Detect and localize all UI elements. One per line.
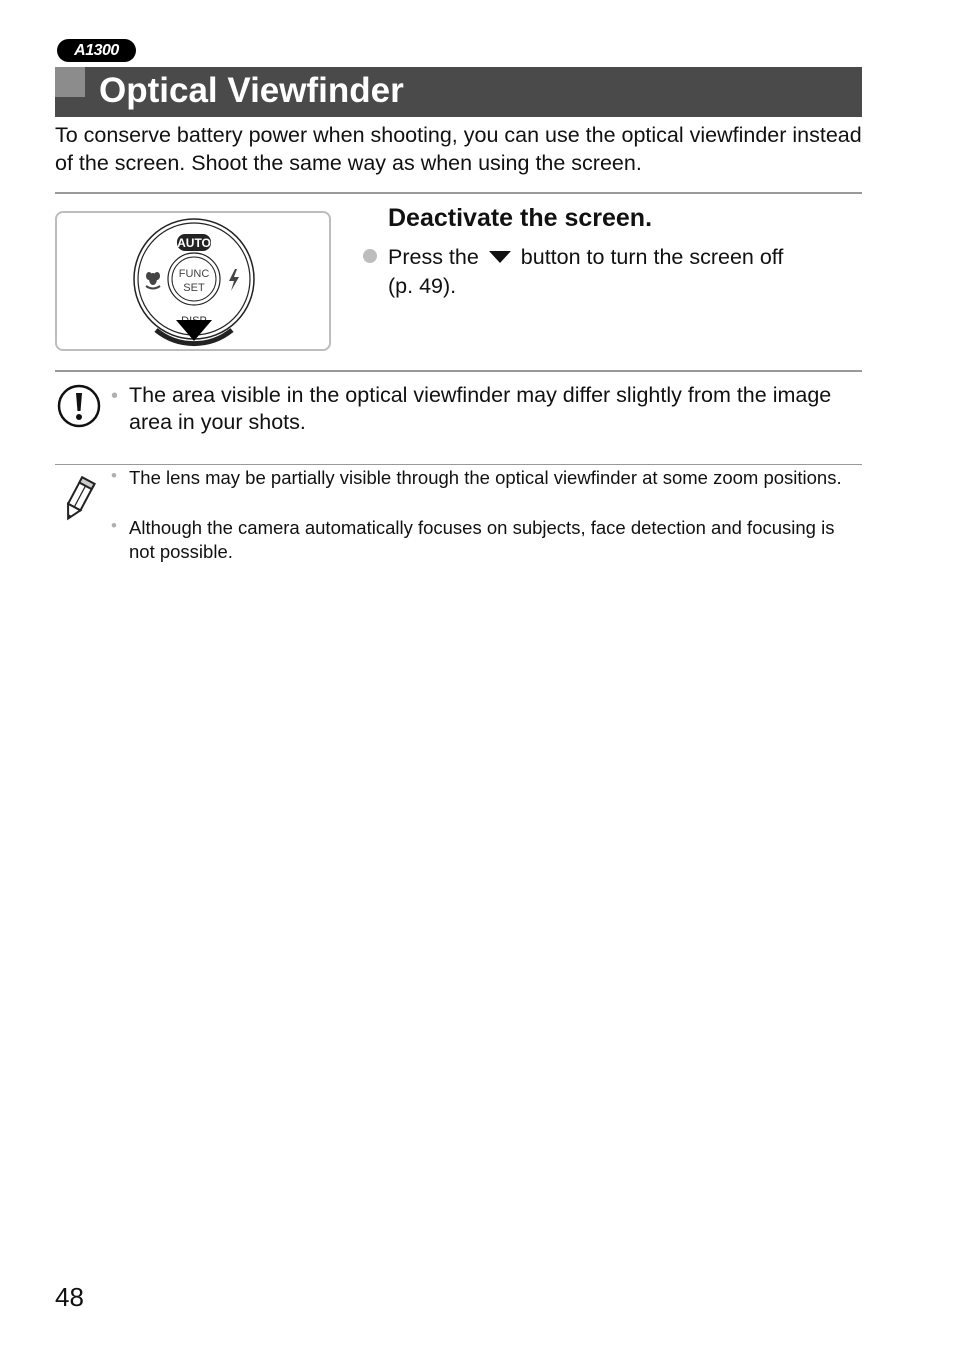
step-text-after: button to turn the screen off: [520, 245, 784, 269]
caution-bullet: •: [111, 385, 119, 407]
intro-paragraph: To conserve battery power when shooting, you can use the optical viewfinder instead of the screen. Shoot the same way as when using the screen.: [55, 123, 862, 175]
model-badge: A1300: [57, 39, 136, 62]
step-page-ref: (p. 49).: [388, 274, 457, 298]
note-bullet: •: [111, 466, 117, 485]
step-heading: Deactivate the screen.: [388, 204, 653, 232]
set-label: SET: [183, 282, 205, 294]
func-label: FUNC: [178, 268, 210, 280]
note-item: The lens may be partially visible through the optical viewfinder at some zoom positions.: [129, 467, 842, 488]
title-square-decoration: [55, 67, 85, 97]
divider: [55, 192, 862, 194]
step-instruction: [388, 243, 848, 301]
auto-label: AUTO: [177, 236, 211, 250]
step-text-before: Press the: [388, 245, 479, 269]
note-bullet: •: [111, 516, 117, 535]
divider: [55, 370, 862, 372]
step-bullet: [363, 249, 377, 263]
divider: [55, 464, 862, 465]
control-dial-icon: [57, 213, 329, 349]
note-item: Although the camera automatically focuses on subjects, face detection and focusing is not possible.: [129, 517, 835, 562]
pencil-icon: [58, 476, 98, 524]
down-triangle-icon: [489, 251, 511, 263]
page-title: Optical Viewfinder: [99, 71, 404, 110]
control-dial-illustration: [55, 211, 331, 351]
page-number: 48: [55, 1282, 84, 1312]
caution-icon: [57, 384, 101, 428]
caution-item: The area visible in the optical viewfinder may differ slightly from the image area in your shots.: [129, 383, 832, 434]
